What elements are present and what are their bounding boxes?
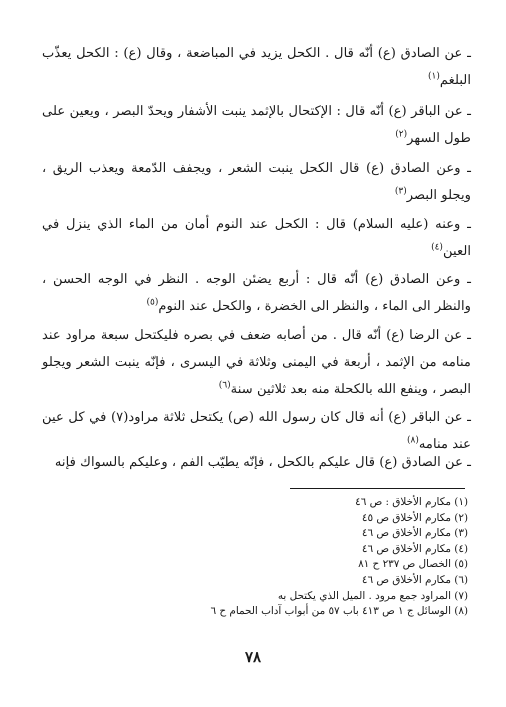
footnote-reference: (٢)	[395, 129, 408, 140]
footnote-reference: (٦)	[218, 380, 231, 391]
hadith-text: ـ عن الصادق (ع) أنّه قال . الكحل يزيد في المباضعة ، وقال (ع) : الكحل يعذّب البلغم	[42, 46, 471, 88]
footnote-reference: (٣)	[394, 186, 407, 197]
footnote-item: (٨) الوسائل ج ١ ص ٤١٣ باب ٥٧ من أبواب آداب الحمام ح ٦	[210, 605, 468, 618]
footnote-item: (٣) مكارم الأخلاق ص ٤٦	[361, 527, 468, 540]
hadith-text: ـ عن الباقر (ع) أنه قال كان رسول الله (ص) يكتحل ثلاثة مراود(٧) في كل عين عند منامه	[42, 410, 471, 452]
hadith-paragraph	[42, 98, 471, 152]
footnotes-list	[48, 495, 468, 620]
footnote-item: (٦) مكارم الأخلاق ص ٤٦	[361, 573, 468, 586]
hadith-paragraph	[42, 40, 471, 94]
hadith-text: ـ عن الباقر (ع) أنّه قال : الإكتحال بالإثمد ينبت الأشفار ويحدّ البصر ، ويعين على طول السهر	[42, 104, 471, 146]
footnote-reference: (٨)	[406, 435, 419, 446]
footnote-item: (١) مكارم الأخلاق : ص ٤٦	[355, 496, 468, 508]
hadith-paragraph	[42, 266, 471, 320]
footnote-reference: (٥)	[146, 297, 159, 308]
hadith-paragraph	[42, 211, 471, 265]
hadith-text: ـ عن الصادق (ع) قال عليكم بالكحل ، فإنّه يطيّب الفم ، وعليكم بالسواك فإنه	[54, 455, 471, 470]
footnote-divider	[290, 488, 465, 489]
footnote-reference: (١)	[427, 71, 440, 82]
hadith-paragraph	[42, 449, 471, 476]
hadith-paragraph	[42, 322, 471, 403]
hadith-text: ـ وعن الصادق (ع) أنّه قال : أربع يضئن الوجه . النظر في الوجه الحسن ، والنظر الى الماء ، والنظر الى الخضرة ، والكحل عند النوم	[42, 272, 471, 314]
footnote-reference: (٤)	[431, 242, 443, 253]
footnote-item: (٢) مكارم الأخلاق ص ٤٥	[361, 511, 468, 524]
footnote-item: (٥) الخصال ص ٢٣٧ ح ٨١	[358, 558, 468, 571]
page-number: ٧٨	[244, 648, 262, 666]
hadith-text: ـ وعنه (عليه السلام) قال : الكحل عند النوم أمان من الماء الذي ينزل في العين	[42, 217, 471, 259]
hadith-paragraph	[42, 155, 471, 209]
hadith-text: ـ عن الرضا (ع) أنّه قال . من أصابه ضعف في بصره فليكتحل سبعة مراود عند منامه من الإثمد ، أربعة في اليمنى وثلاثة في اليسرى ، فإنّه ينبت الشعر ويجلو البصر ، وينفع الله بالكحلة منه بعد ثلاثين سنة	[42, 328, 471, 397]
footnote-item: (٤) مكارم الأخلاق ص ٤٦	[361, 542, 468, 555]
hadith-text: ـ وعن الصادق (ع) قال الكحل ينبت الشعر ، ويجفف الدّمعة ويعذب الريق ، ويجلو البصر	[42, 161, 471, 203]
footnote-item: (٧) المراود جمع مرود . الميل الذي يكتحل به	[277, 589, 468, 602]
